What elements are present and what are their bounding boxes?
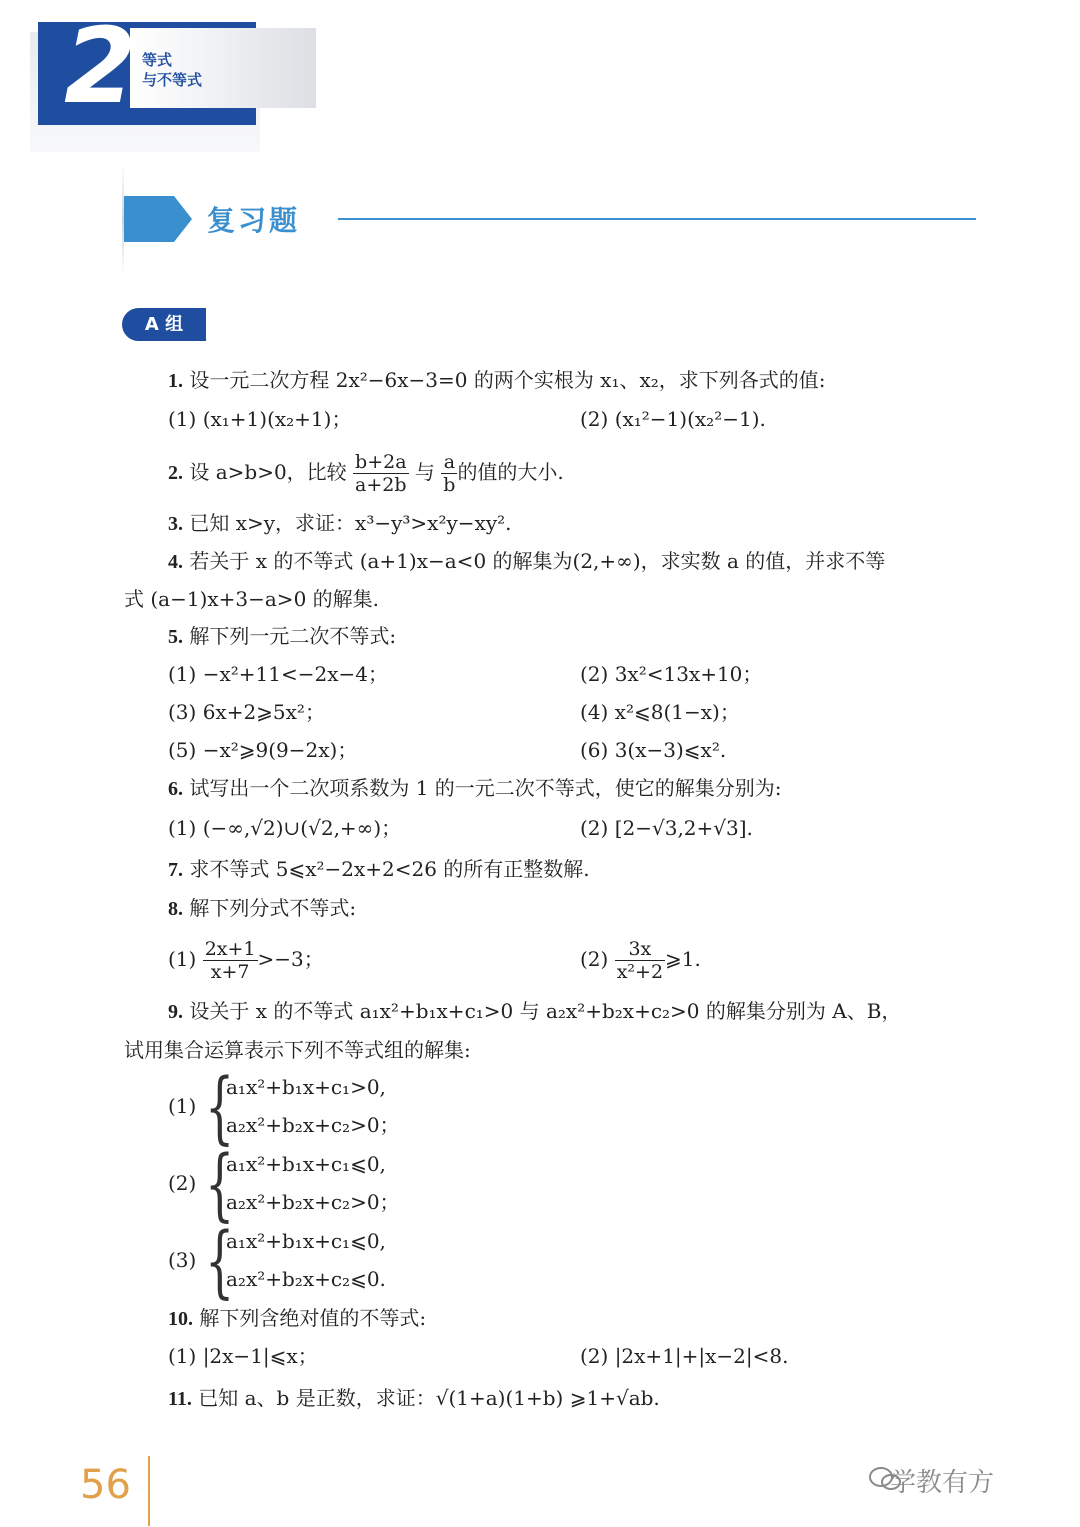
sub-text-post: >−3； [257, 947, 324, 971]
problem-5-sub-5: (5) −x²⩾9(9−2x)； [168, 738, 358, 762]
problem-text-pre: 设 a>b>0，比较 [189, 460, 347, 484]
problem-text: 设关于 x 的不等式 a₁x²+b₁x+c₁>0 与 a₂x²+b₂x+c₂>0 的解集分别为 A、B， [189, 999, 902, 1023]
problem-text: 解下列分式不等式: [189, 896, 357, 920]
fraction-1 [353, 451, 409, 496]
fraction-denominator: b [443, 474, 456, 496]
problem-5-sub-4: (4) x²⩽8(1−x)； [580, 700, 740, 724]
system-2-line-1: a₁x²+b₁x+c₁⩽0, [226, 1152, 386, 1176]
problem-5-sub-1: (1) −x²+11<−2x−4； [168, 662, 388, 686]
problem-8-sub-2 [580, 932, 701, 986]
fraction-2 [441, 451, 457, 496]
fraction-denominator: a+2b [355, 474, 407, 496]
problem-4 [168, 548, 885, 575]
problem-8-sub-1 [168, 932, 324, 986]
fraction-numerator: a [441, 451, 457, 474]
fraction [615, 938, 665, 983]
problem-2 [168, 444, 564, 501]
section-arrow-icon [124, 196, 192, 242]
sub-label: (2) [580, 947, 609, 971]
problem-5 [168, 623, 396, 650]
problem-1 [168, 367, 826, 394]
system-3-line-1: a₁x²+b₁x+c₁⩽0, [226, 1229, 386, 1253]
problem-9-continuation: 试用集合运算表示下列不等式组的解集: [124, 1038, 471, 1062]
problem-number: 5. [168, 626, 183, 648]
problem-10-sub-2: (2) |2x+1|+|x−2|<8. [580, 1344, 789, 1368]
problem-number: 3. [168, 513, 183, 535]
left-brace-icon: { [205, 1138, 235, 1230]
problem-5-sub-2: (2) 3x²<13x+10； [580, 662, 763, 686]
problem-1-sub-2: (2) (x₁²−1)(x₂²−1). [580, 407, 766, 431]
problem-6-sub-2: (2) [2−√3,2+√3]. [580, 816, 753, 840]
section-title: 复习题 [207, 204, 301, 237]
left-brace-icon: { [205, 1061, 235, 1153]
problem-text: 试写出一个二次项系数为 1 的一元二次不等式，使它的解集分别为: [189, 776, 782, 800]
problem-number: 11. [168, 1388, 192, 1410]
problem-number: 4. [168, 551, 183, 573]
problem-number: 2. [168, 462, 183, 484]
problem-11 [168, 1385, 660, 1412]
fraction-numerator: b+2a [355, 451, 407, 473]
problem-6 [168, 775, 782, 802]
problem-3 [168, 510, 512, 537]
problem-text: 求不等式 5⩽x²−2x+2<26 的所有正整数解. [189, 857, 590, 881]
fraction-denominator: x+7 [210, 961, 250, 983]
sub-label: (1) [168, 947, 197, 971]
page-number: 56 [80, 1462, 131, 1508]
problem-text: 解下列含绝对值的不等式: [199, 1306, 427, 1330]
problem-5-sub-3: (3) 6x+2⩾5x²； [168, 700, 325, 724]
sub-text-post: ⩾1. [665, 947, 701, 971]
problem-7 [168, 856, 590, 883]
system-2-label: (2) [168, 1171, 197, 1195]
watermark: 学教有方 [890, 1468, 995, 1498]
problem-9 [168, 998, 901, 1025]
problem-8 [168, 895, 356, 922]
fraction-numerator: 3x [615, 938, 665, 961]
fraction-numerator: 2x+1 [204, 938, 256, 960]
problem-1-sub-1: (1) (x₁+1)(x₂+1)； [168, 407, 352, 431]
footer-rule [148, 1456, 150, 1526]
problem-4-continuation: 式 (a−1)x+3−a>0 的解集. [124, 587, 380, 611]
system-1-line-2: a₂x²+b₂x+c₂>0； [226, 1113, 400, 1137]
problem-5-sub-6: (6) 3(x−3)⩽x². [580, 738, 727, 762]
fraction-denominator: x²+2 [616, 961, 664, 983]
problem-number: 7. [168, 859, 183, 881]
problem-text-mid: 与 [414, 460, 435, 484]
problem-number: 10. [168, 1308, 193, 1330]
left-brace-icon: { [205, 1215, 235, 1307]
system-3-line-2: a₂x²+b₂x+c₂⩽0. [226, 1267, 386, 1291]
system-2-line-2: a₂x²+b₂x+c₂>0； [226, 1190, 400, 1214]
fraction [203, 938, 258, 983]
problem-number: 9. [168, 1001, 183, 1023]
system-3-label: (3) [168, 1248, 197, 1272]
group-badge: A 组 [122, 308, 206, 341]
problem-text: 已知 a、b 是正数，求证：√(1+a)(1+b) ⩾1+√ab. [198, 1386, 660, 1410]
problem-text: 解下列一元二次不等式: [189, 624, 397, 648]
problem-number: 6. [168, 778, 183, 800]
chapter-number: 2 [64, 5, 137, 127]
problem-text: 已知 x>y，求证：x³−y³>x²y−xy². [189, 511, 512, 535]
problem-text-post: 的值的大小. [457, 460, 564, 484]
problem-text: 若关于 x 的不等式 (a+1)x−a<0 的解集为(2,+∞)，求实数 a 的值，并求不等 [189, 549, 886, 573]
chapter-title-line1: 等式 [142, 51, 173, 69]
problem-number: 1. [168, 370, 183, 392]
system-1-label: (1) [168, 1094, 197, 1118]
section-rule [338, 218, 976, 220]
problem-6-sub-1: (1) (−∞,√2)∪(√2,+∞)； [168, 816, 402, 840]
system-1-line-1: a₁x²+b₁x+c₁>0, [226, 1075, 386, 1099]
problem-10-sub-1: (1) |2x−1|⩽x； [168, 1344, 318, 1368]
chapter-title-line2: 与不等式 [142, 71, 203, 89]
problem-number: 8. [168, 898, 183, 920]
problem-text: 设一元二次方程 2x²−6x−3=0 的两个实根为 x₁、x₂，求下列各式的值: [189, 368, 826, 392]
problem-10 [168, 1305, 426, 1332]
